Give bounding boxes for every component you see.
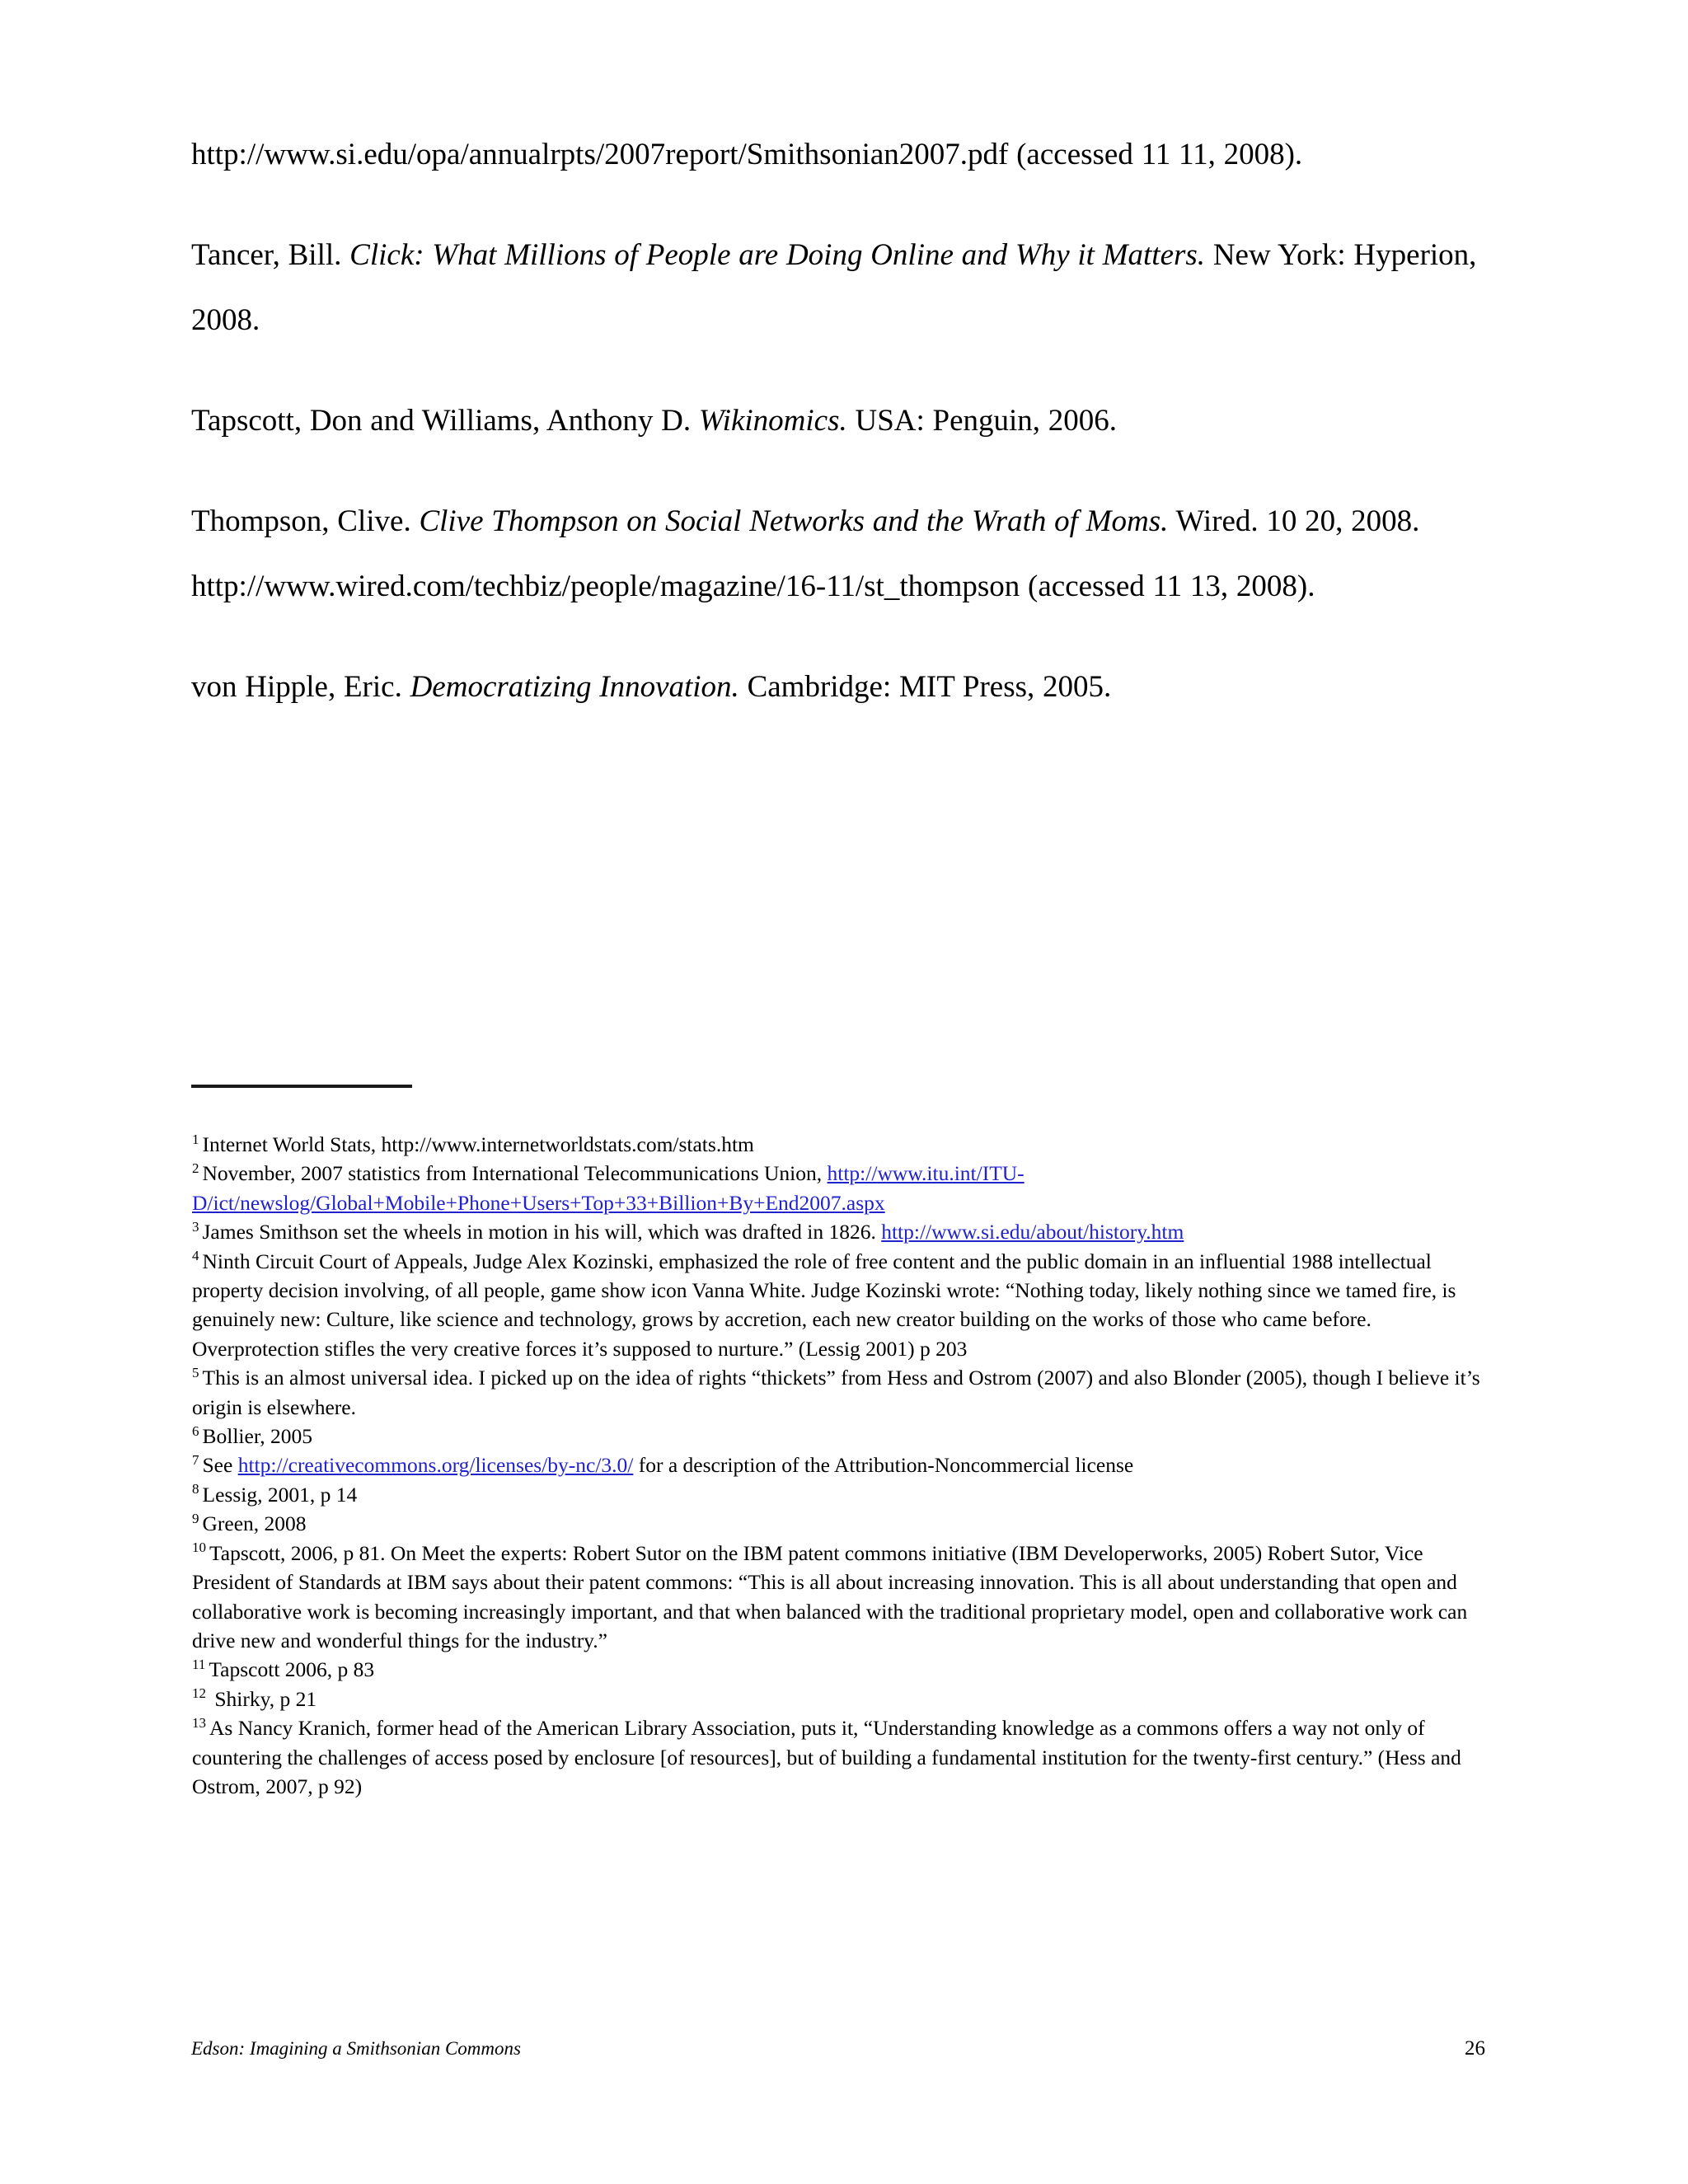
footnote-marker: 11 — [192, 1656, 206, 1672]
footnote-marker: 1 — [192, 1131, 199, 1147]
footnote-marker: 4 — [192, 1248, 199, 1264]
footnote-item — [192, 1159, 1482, 1217]
bib-author: http://www.si.edu/opa/annualrpts/2007report/Smithsonian2007.pdf (accessed 11 11, 2008). — [191, 138, 1303, 171]
footnote-text: Tapscott, 2006, p 81. On Meet the experts: Robert Sutor on the IBM patent commons initiative (IBM Developerworks, 2005) Robert Sutor, Vice President of Standards at IBM says about their patent commons: “This is all about increasing innovation. This is all about understanding that open and collaborative work is becoming increasingly important, and that when balanced with the traditional proprietary model, open and collaborative work can drive new and wonderful things for the industry.” — [192, 1540, 1468, 1652]
footnote-text: Lessig, 2001, p 14 — [202, 1482, 358, 1507]
footnote-text: Tapscott 2006, p 83 — [209, 1657, 375, 1682]
footnote-item — [192, 1655, 1482, 1684]
bib-publication: USA: Penguin, 2006. — [846, 404, 1118, 438]
footnote-text: Bollier, 2005 — [202, 1424, 313, 1449]
footnote-text: Ninth Circuit Court of Appeals, Judge Alex Kozinski, emphasized the role of free content and the public domain in an influential 1988 intellectual property decision involving, of all people, game show icon Vanna White. Judge Kozinski wrote: “Nothing today, likely nothing since we tamed fire, is genuinely new: Culture, like science and technology, grows by accretion, each new creator building on the works of those who came before. Overprotection stifles the very creative forces it’s supposed to nurture.” (Lessig 2001) p 203 — [192, 1249, 1456, 1361]
footnote-marker: 8 — [192, 1481, 199, 1497]
footer-running-title: Edson: Imagining a Smithsonian Commons — [191, 2038, 521, 2059]
footnote-item — [192, 1247, 1482, 1364]
footnote-text: See — [202, 1453, 238, 1478]
footnote-link[interactable]: http://www.itu.int/ITU-D/ict/newslog/Global+Mobile+Phone+Users+Top+33+Billion+By+End2007.aspx — [192, 1161, 1025, 1215]
bib-author: von Hipple, Eric. — [191, 670, 410, 704]
footnote-separator-rule — [191, 1085, 412, 1088]
footnote-item — [192, 1539, 1482, 1656]
footnote-text: This is an almost universal idea. I picked up on the idea of rights “thickets” from Hess and Ostrom (2007) and also Blonder (2005), though I believe it’s origin is elsewhere. — [192, 1366, 1480, 1419]
footnote-marker: 3 — [192, 1218, 199, 1235]
footnote-marker: 12 — [192, 1685, 206, 1702]
bibliography-list — [191, 122, 1485, 719]
bib-publication: Wired. 10 20, 2008. http://www.wired.com/techbiz/people/magazine/16-11/st_thompson (accessed 11 13, 2008). — [191, 504, 1420, 603]
footnote-marker: 2 — [192, 1160, 199, 1176]
bib-title: Clive Thompson on Social Networks and the Wrath of Moms. — [419, 504, 1169, 538]
bib-author: Tancer, Bill. — [191, 238, 350, 272]
footnote-item — [192, 1480, 1482, 1509]
page-footer — [191, 2037, 1485, 2060]
footnote-item — [192, 1217, 1482, 1246]
footnote-item — [192, 1713, 1482, 1801]
page-number: 26 — [1465, 2037, 1485, 2060]
footnotes-list — [192, 1130, 1482, 1801]
bib-author: Thompson, Clive. — [191, 504, 420, 538]
footnote-item — [192, 1509, 1482, 1538]
footnote-marker: 10 — [192, 1540, 206, 1556]
footnote-text: Shirky, p 21 — [209, 1686, 317, 1711]
footnote-text: Green, 2008 — [202, 1511, 307, 1536]
footnote-link[interactable]: http://creativecommons.org/licenses/by-nc/3.0/ — [237, 1453, 634, 1478]
bibliography-entry — [191, 654, 1485, 719]
bibliography-entry — [191, 489, 1485, 619]
footnote-marker: 6 — [192, 1422, 199, 1439]
footnote-text: James Smithson set the wheels in motion in his will, which was drafted in 1826. — [202, 1220, 882, 1244]
footnote-marker: 9 — [192, 1510, 199, 1526]
bib-title: Wikinomics. — [698, 404, 847, 438]
footnote-item — [192, 1685, 1482, 1713]
footnote-text: Internet World Stats, http://www.internetworldstats.com/stats.htm — [202, 1132, 754, 1156]
footnote-marker: 7 — [192, 1451, 199, 1468]
footnote-text: As Nancy Kranich, former head of the American Library Association, puts it, “Understanding knowledge as a commons offers a way not only of countering the challenges of access posed by enclosure [of resources], but of building a fundamental institution for the twenty-first century.” (Hess and Ostrom, 2007, p 92) — [192, 1716, 1461, 1798]
bibliography-entry — [191, 388, 1485, 453]
footnote-item — [192, 1363, 1482, 1422]
bibliography-entry — [191, 122, 1485, 187]
footnote-marker: 5 — [192, 1364, 199, 1380]
bibliography-entry — [191, 223, 1485, 353]
bib-author: Tapscott, Don and Williams, Anthony D. — [191, 404, 699, 438]
footnote-text: November, 2007 statistics from International Telecommunications Union, — [202, 1161, 828, 1186]
bib-publication: New York: Hyperion, 2008. — [191, 238, 1477, 337]
footnote-link[interactable]: http://www.si.edu/about/history.htm — [881, 1220, 1184, 1244]
bib-title: Democratizing Innovation. — [410, 670, 739, 704]
bib-title: Click: What Millions of People are Doing Online and Why it Matters. — [349, 238, 1206, 272]
bib-publication: Cambridge: MIT Press, 2005. — [738, 670, 1112, 704]
footnote-marker: 13 — [192, 1714, 206, 1731]
footnote-text-after-link: for a description of the Attribution-Noncommercial license — [633, 1453, 1134, 1478]
footnote-item — [192, 1451, 1482, 1479]
footnote-item — [192, 1130, 1482, 1159]
footnote-item — [192, 1422, 1482, 1451]
